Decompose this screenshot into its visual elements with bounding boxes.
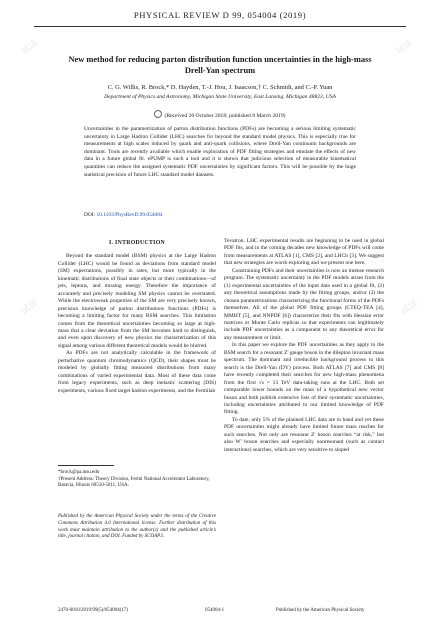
paragraph: Beyond the standard model (BSM) physics at the Large Hadron Collider (LHC) would be found as deviations from standard model (SM) expectations, possibly in rates, but more typically in the kinematic distributions of final state objects or their combinations—of jets, leptons, and missing energy. Therefore the importance of accurately and precisely modeling SM physics cannot be overstated. While the electroweak properties of the SM are very precisely known, precision knowledge of parton distributions functions (PDFs) is becoming a limiting factor for many BSM searches. This limitation comes from the theoretical uncertainties becoming so large at high-mass that a clear deviation from the SM becomes hard to distinguish, and even upon discovery of new physics the characterization of this signal among various different theoretical models would be blurred. <box>58 253 216 349</box>
right-column <box>224 238 384 454</box>
author-list: C. G. Willis, R. Brock,* D. Hayden, T.-J. Hou, J. Isaacson,† C. Schmidt, and C.-P. Yuan <box>107 84 333 91</box>
left-column <box>58 238 216 395</box>
footnote-address: †Present Address: Theory Division, Fermi National Accelerator Laboratory, Batavia, Illinois 60510-5011, USA. <box>58 476 210 489</box>
license-notice: Published by the American Physical Society under the terms of the Creative Commons Attribution 4.0 International license. Further distribution of this work must maintain attribution to the author(s) and the published article’s title, journal citation, and DOI. Funded by SCOAP3. <box>58 514 216 540</box>
section-heading: I. INTRODUCTION <box>108 240 166 246</box>
paragraph: In this paper we explore the PDF uncertainties as they apply to the BSM search for a resonant Z' gauge boson in the dilepton invariant mass spectrum. The dominant and irreducible background process to this search is the Drell-Yan (DY) process. Both ATLAS [7] and CMS [8] have recently completed their searches for new high-mass phenomena from the first √s = 13 TeV data-taking runs at the LHC. Both set comparable lower bounds on the mass of a hypothetical new vector boson and both publish extensive lists of their systematic uncertainties, including uncertainties attributed to our limited knowledge of PDF fitting. <box>224 342 384 416</box>
footer-issn: 2470-0010/2019/99(5)/054004(17) <box>58 608 128 613</box>
watermark-text: 试读 <box>19 298 41 317</box>
footnote-rule <box>58 465 114 466</box>
doi-line <box>84 212 356 218</box>
crossmark-icon[interactable] <box>154 110 162 118</box>
footnotes <box>58 470 216 490</box>
paragraph: To date, only 5% of the planned LHC data are in hand and yet these PDF uncertainties might already have limited future mass reaches for such searches. Not only are resonant Z' boson searches “at risk,” but also W' boson searches and especially nonresonant (such as contact interactions) searches, which are very sensitive to sloped <box>224 416 384 453</box>
paragraph: Constraining PDFs and their uncertainties is now an intense research program. The systematic uncertainty in the PDF models arises from the (1) experimental uncertainties of the input data used in a global fit, (2) any theoretical assumptions made by the fitting groups, and/or (3) the chosen parametrizations characterizing the functional forms of the PDFs themselves. All of the global PDF fitting groups (CTEQ-TEA [4], MMHT [5], and NNPDF [6]) characterize their fits with Hessian error matrices or Monte Carlo replicas so that experiments can legitimately include PDF uncertainties as a component to any theoretical error for any measurement or limit. <box>224 267 384 341</box>
doi-label: DOI: <box>84 212 96 218</box>
paragraph: As PDFs are not analytically calculable in the framework of perturbative quantum chromodynamics (QCD), their shapes must be modeled by globally fitting measured distributions from many combinations of varied experimental data. Most of these data come from legacy experiments, such as deep inelastic scattering (DIS) experiments, various fixed target hadron experiments, and the Fermilab <box>58 350 216 394</box>
affiliation: Department of Physics and Astronomy, Michigan State University, East Lansing, Michigan 48823, USA <box>104 94 336 100</box>
watermark-text: 试读 <box>399 298 421 317</box>
footer-publisher: Published by the American Physical Society <box>276 608 365 613</box>
received-dates <box>40 110 400 119</box>
footnote-email[interactable]: *brock@pa.msu.edu <box>58 470 100 475</box>
paper-title: New method for reducing parton distribution function uncertainties in the high-mass Drell-Yan spectrum <box>68 55 372 75</box>
abstract: Uncertainties in the parametrization of parton distribution functions (PDFs) are becoming a serious limiting systematic uncertainty in Large Hadron Collider (LHC) searches for beyond the standard model physics. This is especially true for measurements at high scales induced by quark and anti-quark collisions, where Drell-Yan continuum backgrounds are dominant. Tools are recently available which enable exploration of PDF fitting strategies and emulate the effects of new data in a future global fit. ePUMP is such a tool and it is shown that judicious selection of measurable kinematical quantities can reduce the assigned systematic PDF uncertainties by significant factors. This will be possible by the huge statistical precision of future LHC standard model datasets. <box>84 126 356 178</box>
journal-header: PHYSICAL REVIEW D 99, 054004 (2019) <box>133 10 307 20</box>
doi-link[interactable]: 10.1103/PhysRevD.99.054004 <box>96 212 163 218</box>
paragraph: Tevatron. LHC experimental results are beginning to be used in global PDF fits, and in the coming decades new knowledge of PDFs will come from measurements at ATLAS [1], CMS [2], and LHCb [3]. We suggest that new strategies are worth exploring and we present one here. <box>224 238 384 267</box>
header-rule <box>34 26 406 27</box>
watermark-text: 试读 <box>19 38 41 57</box>
footer-page: 054004-1 <box>205 608 225 613</box>
watermark-text: 试读 <box>394 38 416 57</box>
received-text: (Received 26 October 2018; published 8 March 2019) <box>164 113 286 119</box>
